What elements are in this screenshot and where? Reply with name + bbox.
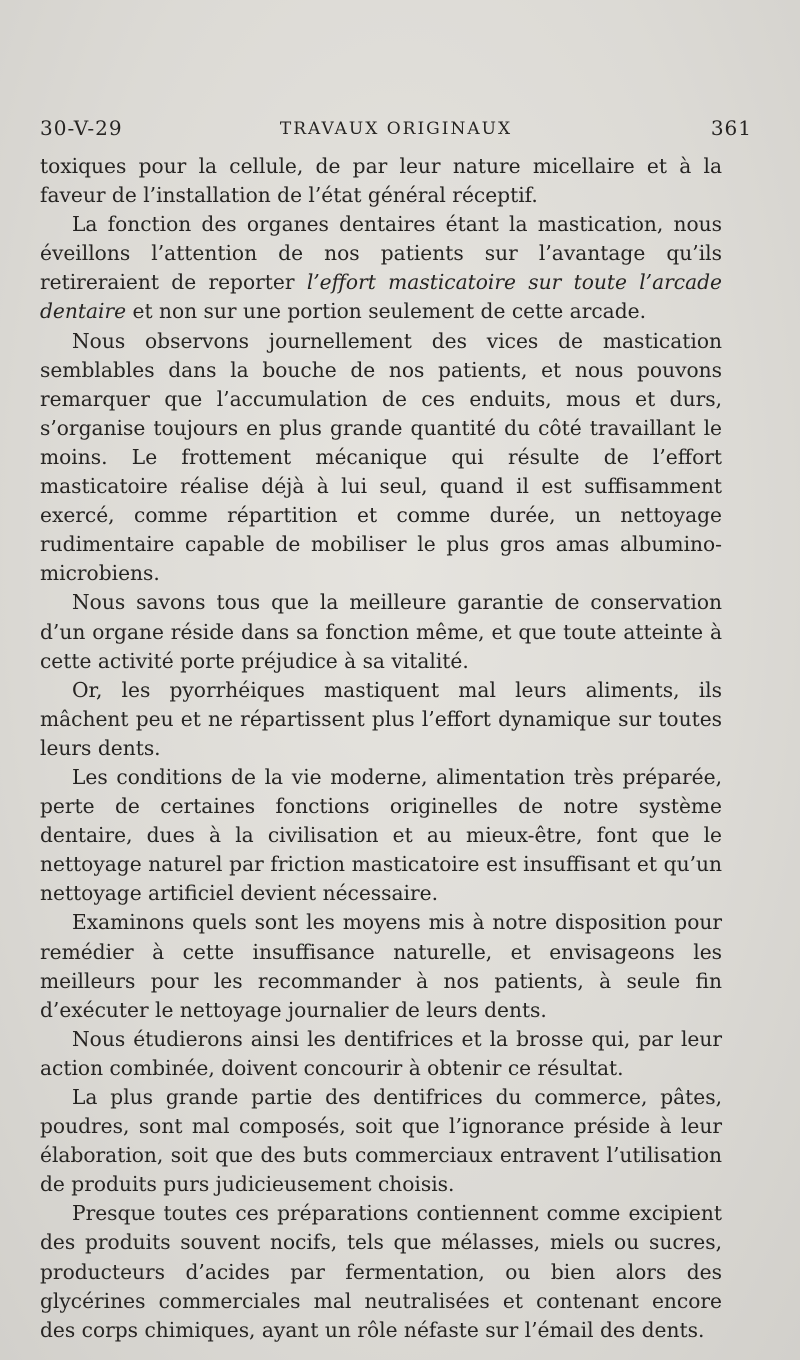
paragraph-3: Nous observons journellement des vices de mastication semblables dans la bouche de nos patients, et nous pouvons remarquer que l’accumulation de ces enduits, mous et durs, s’organise toujours en plus grande quantité du côté travaillant le moins. Le frottement mécanique qui résulte de l’effort masticatoire réalise déjà à lui seul, quand il est suffisamment exercé, comme répartition et comme durée, un nettoyage rudimentaire capable de mobiliser le plus gros amas albumino-microbiens. xyxy=(40,328,722,586)
running-header xyxy=(40,116,752,148)
paragraph-2 xyxy=(40,210,722,326)
paragraph-6: Les conditions de la vie moderne, alimentation très préparée, perte de certaines fonctions originelles de notre système dentaire, dues à la civilisation et au mieux-être, font que le nettoyage naturel par friction masticatoire est insuffisant et qu’un nettoyage artificiel devient nécessaire. xyxy=(40,764,722,906)
header-date: 30-V-29 xyxy=(40,116,123,140)
paragraph-10: Presque toutes ces préparations contiennent comme excipient des produits souvent nocifs, tels que mélasses, miels ou sucres, producteurs d’acides par fermentation, ou bien alors des glycérines commerciales mal neutralisées et contenant encore des corps chimiques, ayant un rôle néfaste sur l’émail des dents. xyxy=(40,1201,722,1342)
paragraph-2-emphasis: l’effort masticatoire sur toute l’arcade dentaire xyxy=(40,270,722,324)
paragraph-5: Or, les pyorrhéiques mastiquent mal leurs aliments, ils mâchent peu et ne répartissent plus l’effort dynamique sur toutes leurs dents. xyxy=(40,677,722,760)
paragraph-9: La plus grande partie des dentifrices du commerce, pâtes, poudres, sont mal composés, soit que l’ignorance préside à leur élaboration, soit que des buts commerciaux entravent l’utilisation de produits purs judicieusement choisis. xyxy=(40,1085,722,1197)
header-title: TRAVAUX ORIGINAUX xyxy=(279,119,513,139)
body-text xyxy=(40,152,722,1345)
paragraph-2-end: et non sur une portion seulement de cette arcade. xyxy=(126,299,646,324)
paragraph-7: Examinons quels sont les moyens mis à notre disposition pour remédier à cette insuffisance naturelle, et envisageons les meilleurs pour les recommander à nos patients, à seule fin d’exécuter le nettoyage journalier de leurs dents. xyxy=(40,910,722,1022)
paragraph-4: Nous savons tous que la meilleure garantie de conservation d’un organe réside dans sa fonction même, et que toute atteinte à cette activité porte préjudice à sa vitalité. xyxy=(40,590,722,673)
paragraph-1: toxiques pour la cellule, de par leur nature micellaire et à la faveur de l’installation de l’état général réceptif. xyxy=(40,154,722,208)
paragraph-8: Nous étudierons ainsi les dentifrices et la brosse qui, par leur action combinée, doivent concourir à obtenir ce résultat. xyxy=(40,1026,722,1080)
paragraph-2-start: La fonction des organes dentaires étant la mastication, nous éveillons l’attention de nos patients sur l’avantage qu’ils retireraient de reporter xyxy=(40,212,722,295)
page-number: 361 xyxy=(710,116,752,140)
